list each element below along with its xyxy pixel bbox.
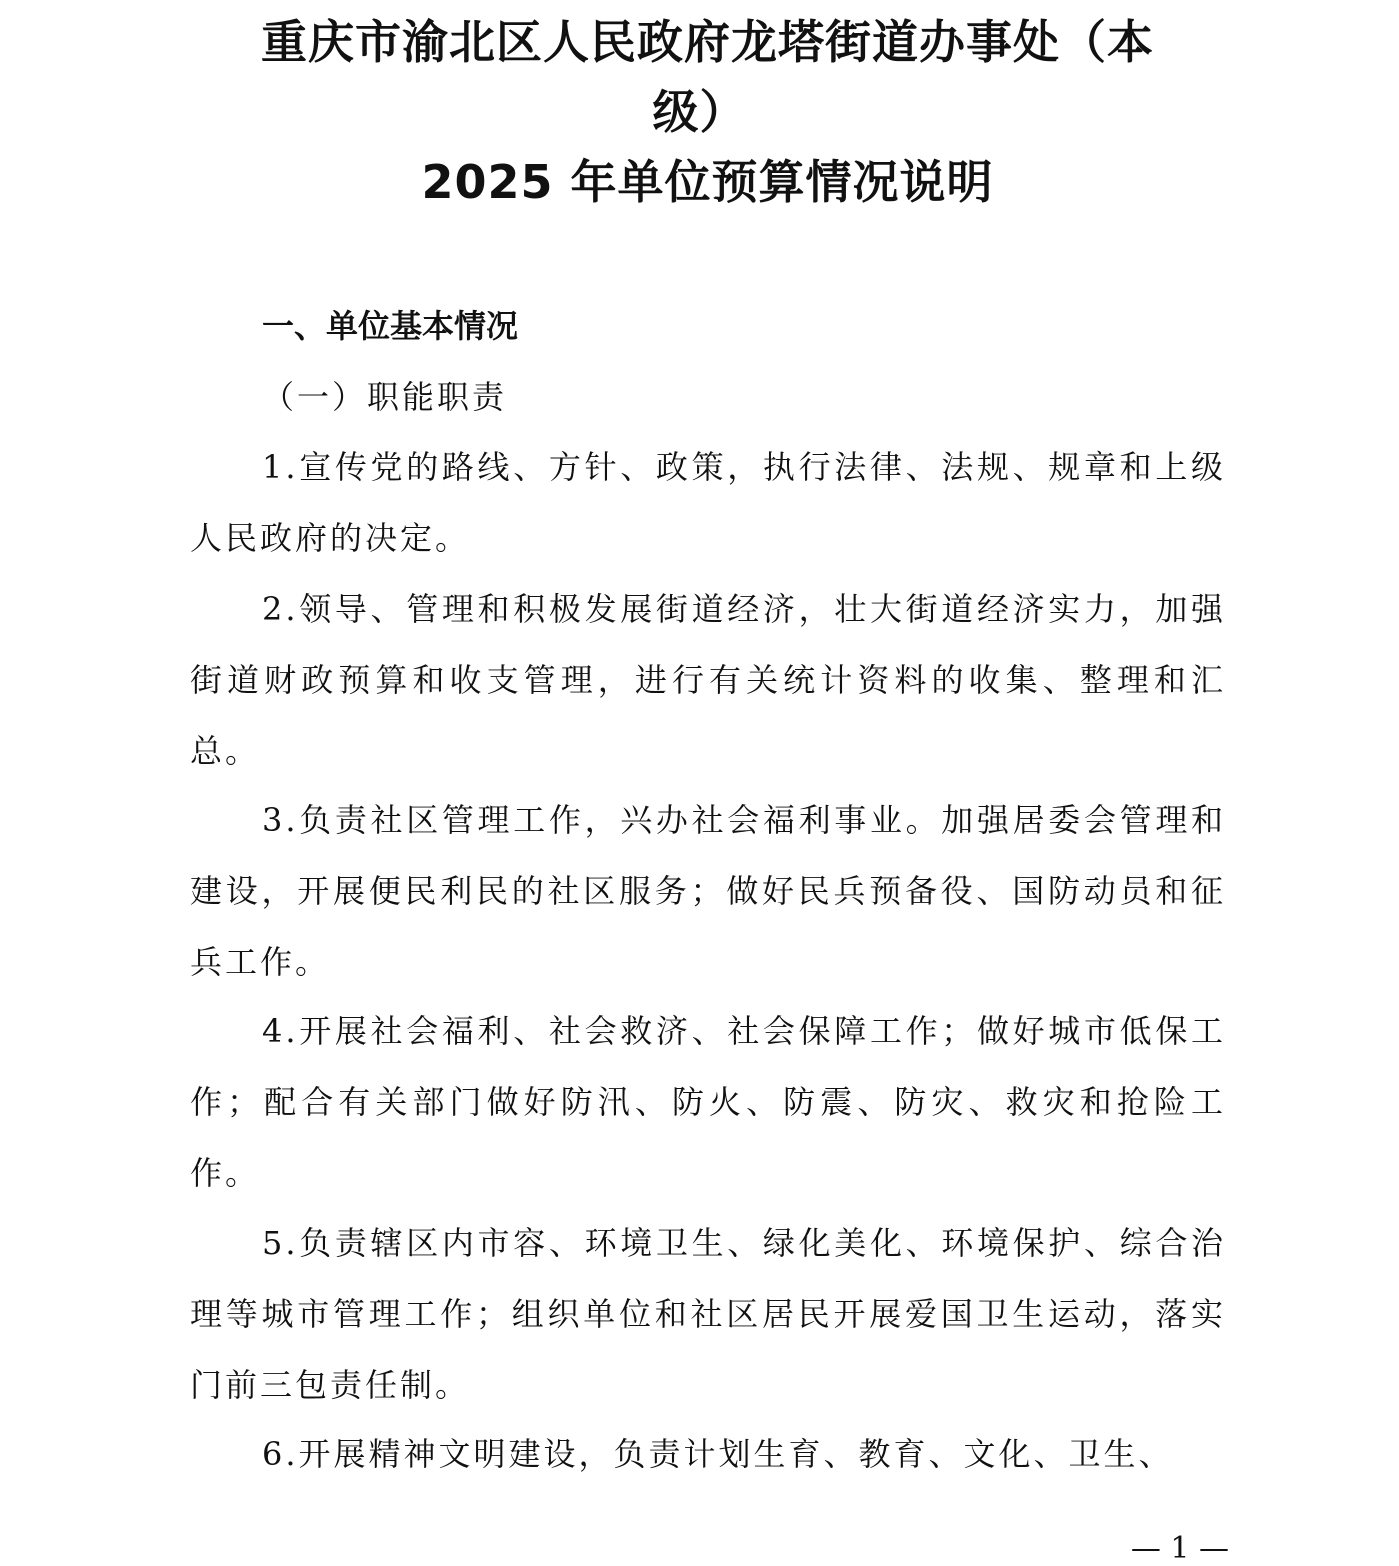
paragraph-duty-1: 1.宣传党的路线、方针、政策，执行法律、法规、规章和上级人民政府的决定。 — [190, 448, 1226, 557]
document-title-line-2: 级） — [652, 85, 747, 139]
paragraph-duty-5: 5.负责辖区内市容、环境卫生、绿化美化、环境保护、综合治理等城市管理工作；组织单位和社区居民开展爱国卫生运动，落实门前三包责任制。 — [190, 1224, 1226, 1404]
subsection-heading: （一）职能职责 — [262, 378, 508, 416]
paragraph-duty-3: 3.负责社区管理工作，兴办社会福利事业。加强居委会管理和建设，开展便民利民的社区服务；做好民兵预备役、国防动员和征兵工作。 — [190, 801, 1226, 981]
document-title-line-3: 2025 年单位预算情况说明 — [421, 155, 994, 209]
paragraph-duty-6: 6.开展精神文明建设，负责计划生育、教育、文化、卫生、 — [262, 1435, 1174, 1473]
paragraph-duty-4: 4.开展社会福利、社会救济、社会保障工作；做好城市低保工作；配合有关部门做好防汛、防火、防震、防灾、救灾和抢险工作。 — [190, 1012, 1226, 1192]
section-heading: 一、单位基本情况 — [262, 307, 519, 345]
document-title-line-1: 重庆市渝北区人民政府龙塔街道办事处（本 — [261, 15, 1154, 69]
page-number: — 1 — — [1130, 1531, 1229, 1566]
paragraph-duty-2: 2.领导、管理和积极发展街道经济，壮大街道经济实力，加强街道财政预算和收支管理，进行有关统计资料的收集、整理和汇总。 — [190, 590, 1226, 770]
